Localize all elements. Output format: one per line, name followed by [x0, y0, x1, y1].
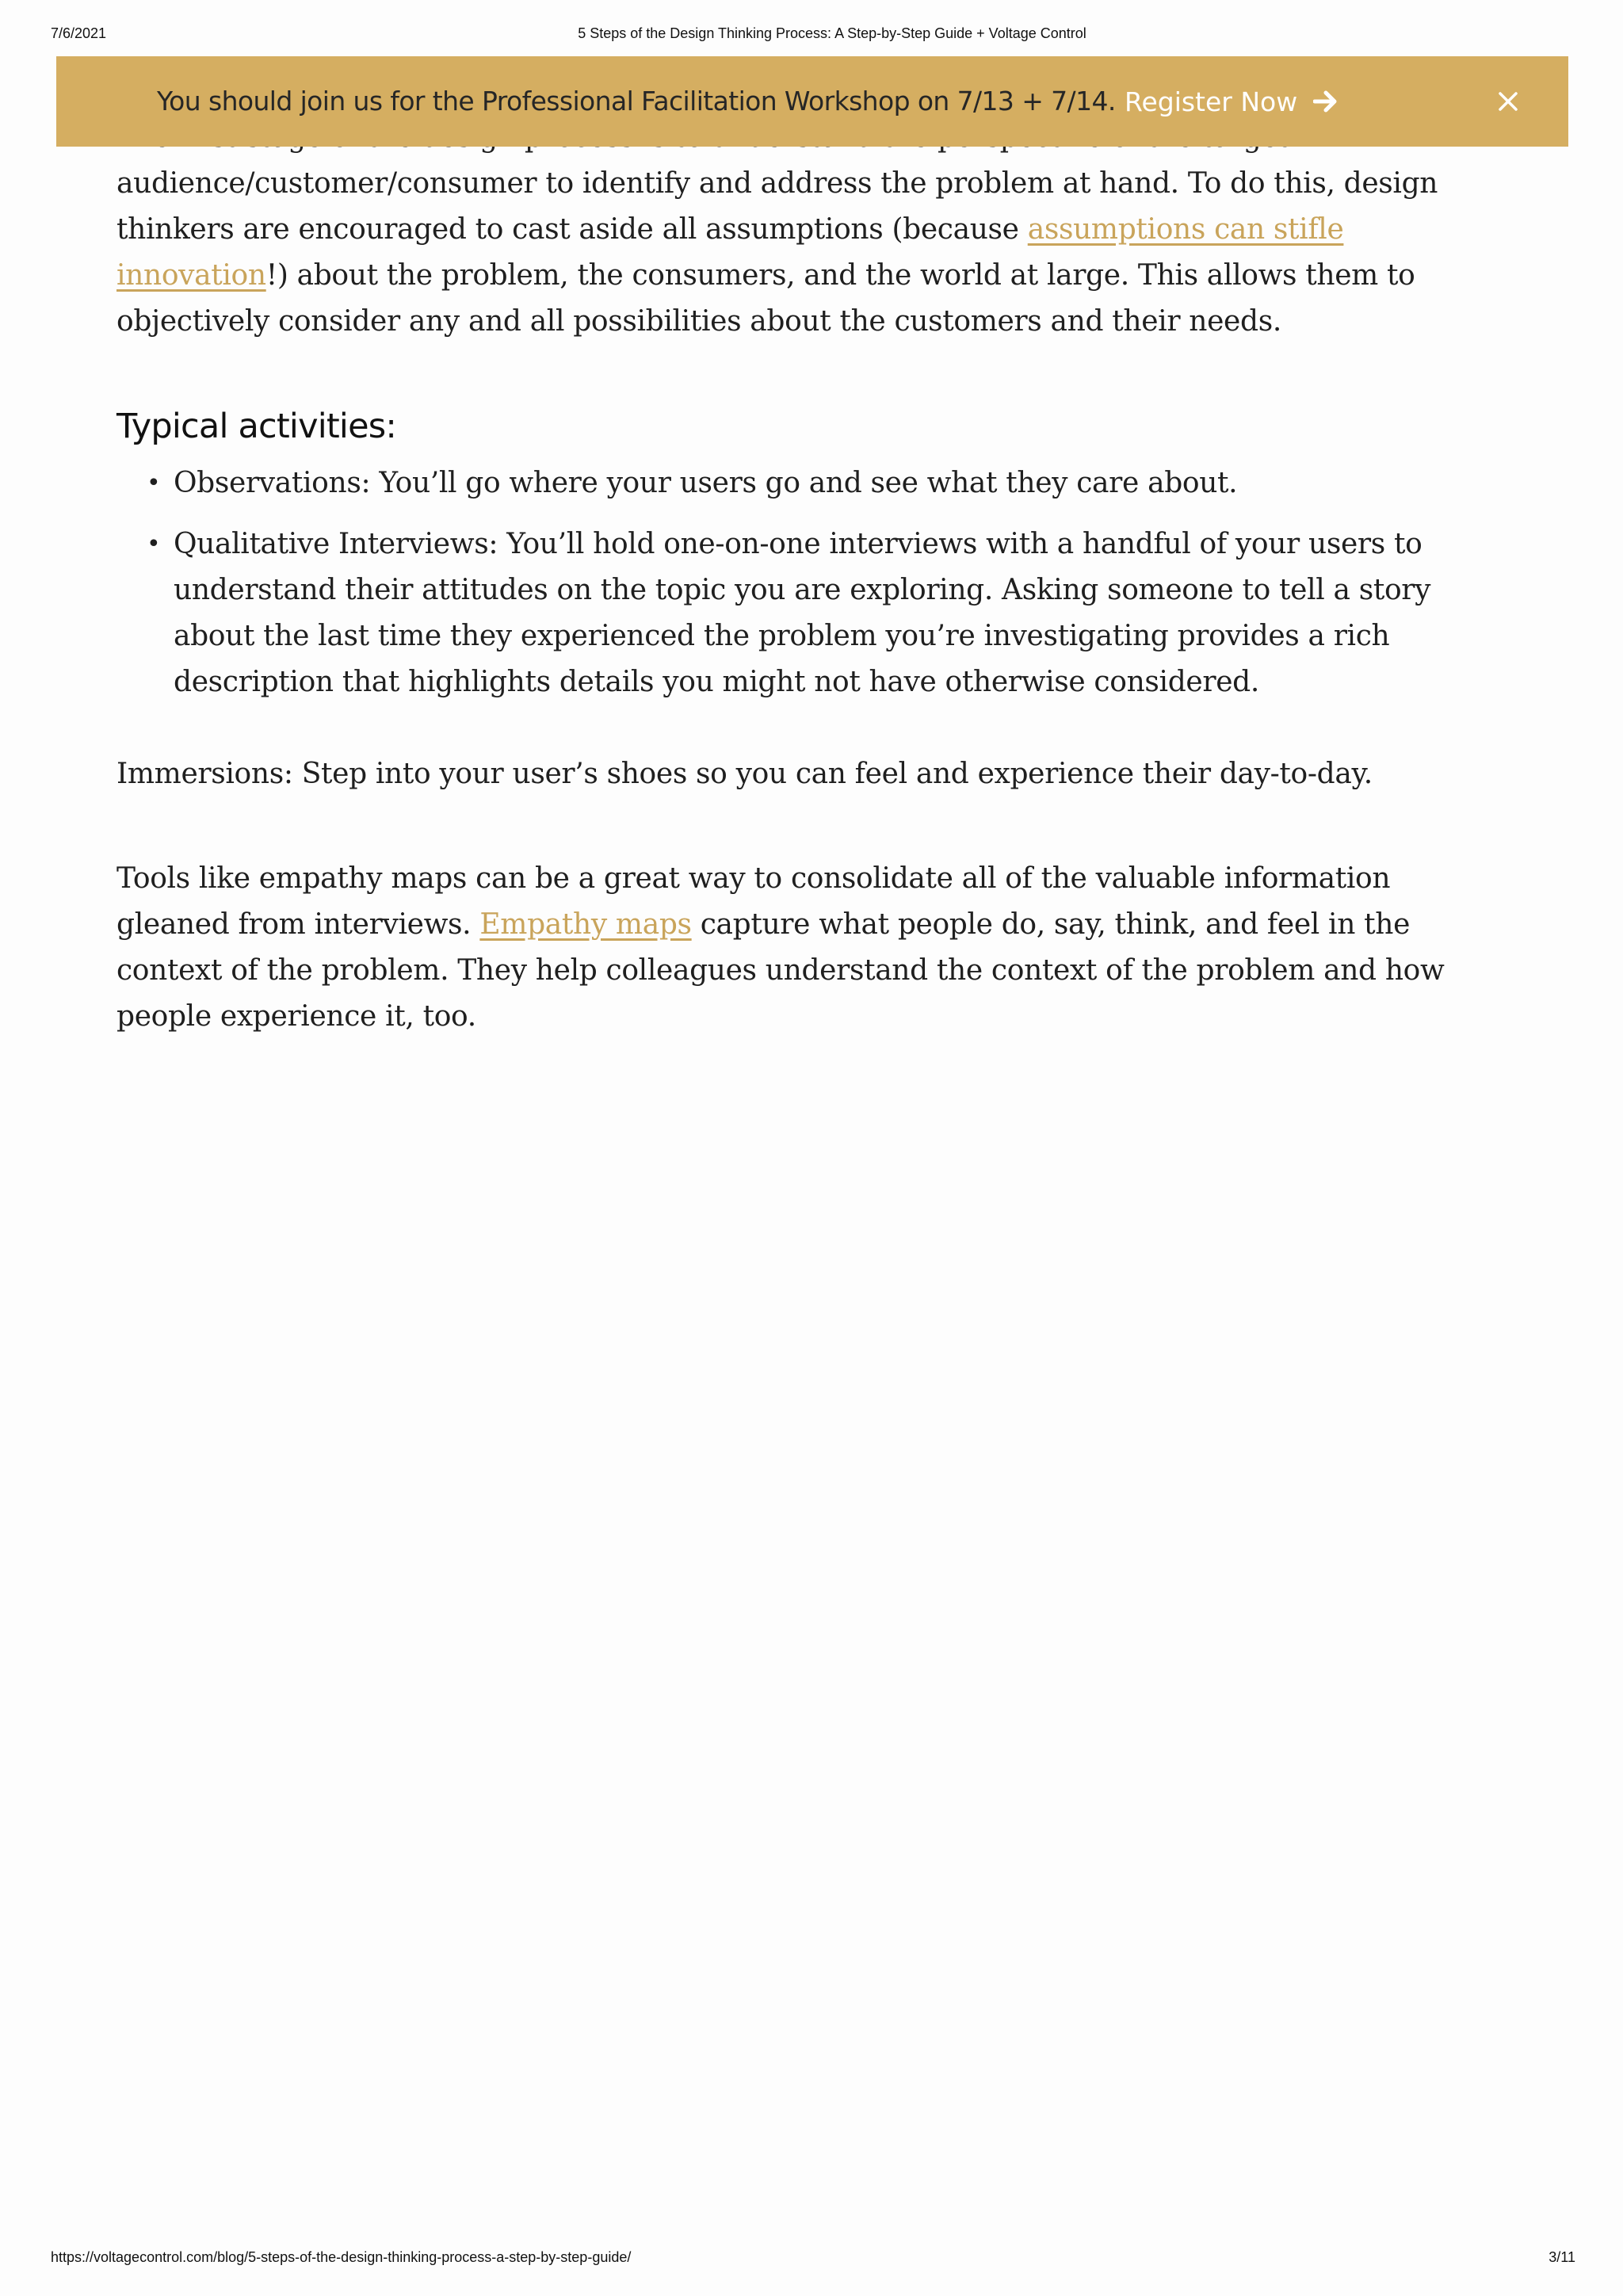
close-icon: [1491, 84, 1526, 119]
tools-paragraph: [116, 856, 1511, 1040]
tools-text-after-link: capture what people do, say, think, and feel in the context of the problem. They help colleagues understand the context of the problem and how people experience it, too.: [116, 908, 1445, 1033]
arrow-right-icon: [1313, 90, 1338, 113]
activity-observations: Observations: You’ll go where your users go and see what they care about.: [174, 467, 1238, 499]
bullet-icon: •: [147, 530, 161, 558]
print-page-title: 5 Steps of the Design Thinking Process: A Step-by-Step Guide + Voltage Control: [578, 25, 1086, 41]
intro-text-after-link: !) about the problem, the consumers, and the world at large. This allows them to objectively consider any and all possibilities about the customers and their needs.: [116, 259, 1415, 338]
workshop-banner: [56, 56, 1568, 147]
register-now-label: Register Now: [1125, 86, 1298, 117]
empathy-maps-link[interactable]: Empathy maps: [479, 908, 692, 941]
intro-paragraph: [116, 115, 1511, 345]
list-item: [116, 460, 1511, 506]
immersions-paragraph: Immersions: Step into your user’s shoes so you can feel and experience their day-to-day.: [116, 758, 1373, 790]
activity-interviews: Qualitative Interviews: You’ll hold one-on-one interviews with a handful of your users to understand their attitudes on the topic you are exploring. Asking someone to tell a story about the last time they experienced the problem you’re investigating provides a rich description that highlights details you might not have otherwise considered.: [174, 528, 1431, 698]
print-header: [0, 25, 1623, 51]
print-date: 7/6/2021: [51, 25, 107, 41]
register-now-button[interactable]: [1125, 56, 1338, 147]
intro-text: audience/customer/consumer to identify and address the problem at hand. To do this, design thinkers are encouraged to cast aside all assumptions (because: [116, 167, 1438, 246]
activities-list: [116, 460, 1511, 705]
tools-text: Tools like empathy maps can be a great way to consolidate all of the valuable information gleaned from interviews.: [116, 862, 1391, 941]
print-url: https://voltagecontrol.com/blog/5-steps-of-the-design-thinking-process-a-step-by-step-guide/: [51, 2249, 632, 2265]
activities-heading: Typical activities:: [116, 407, 397, 446]
list-item: [116, 521, 1511, 705]
page-number: 3/11: [1549, 2249, 1575, 2265]
banner-message: You should join us for the Professional Facilitation Workshop on 7/13 + 7/14.: [157, 86, 1116, 117]
article-body: [116, 115, 1511, 1040]
print-footer: [0, 2249, 1623, 2275]
close-banner-button[interactable]: [1491, 84, 1526, 119]
bullet-icon: •: [147, 469, 161, 497]
assumptions-link[interactable]: assumptions can stifle innovation: [116, 213, 1344, 292]
